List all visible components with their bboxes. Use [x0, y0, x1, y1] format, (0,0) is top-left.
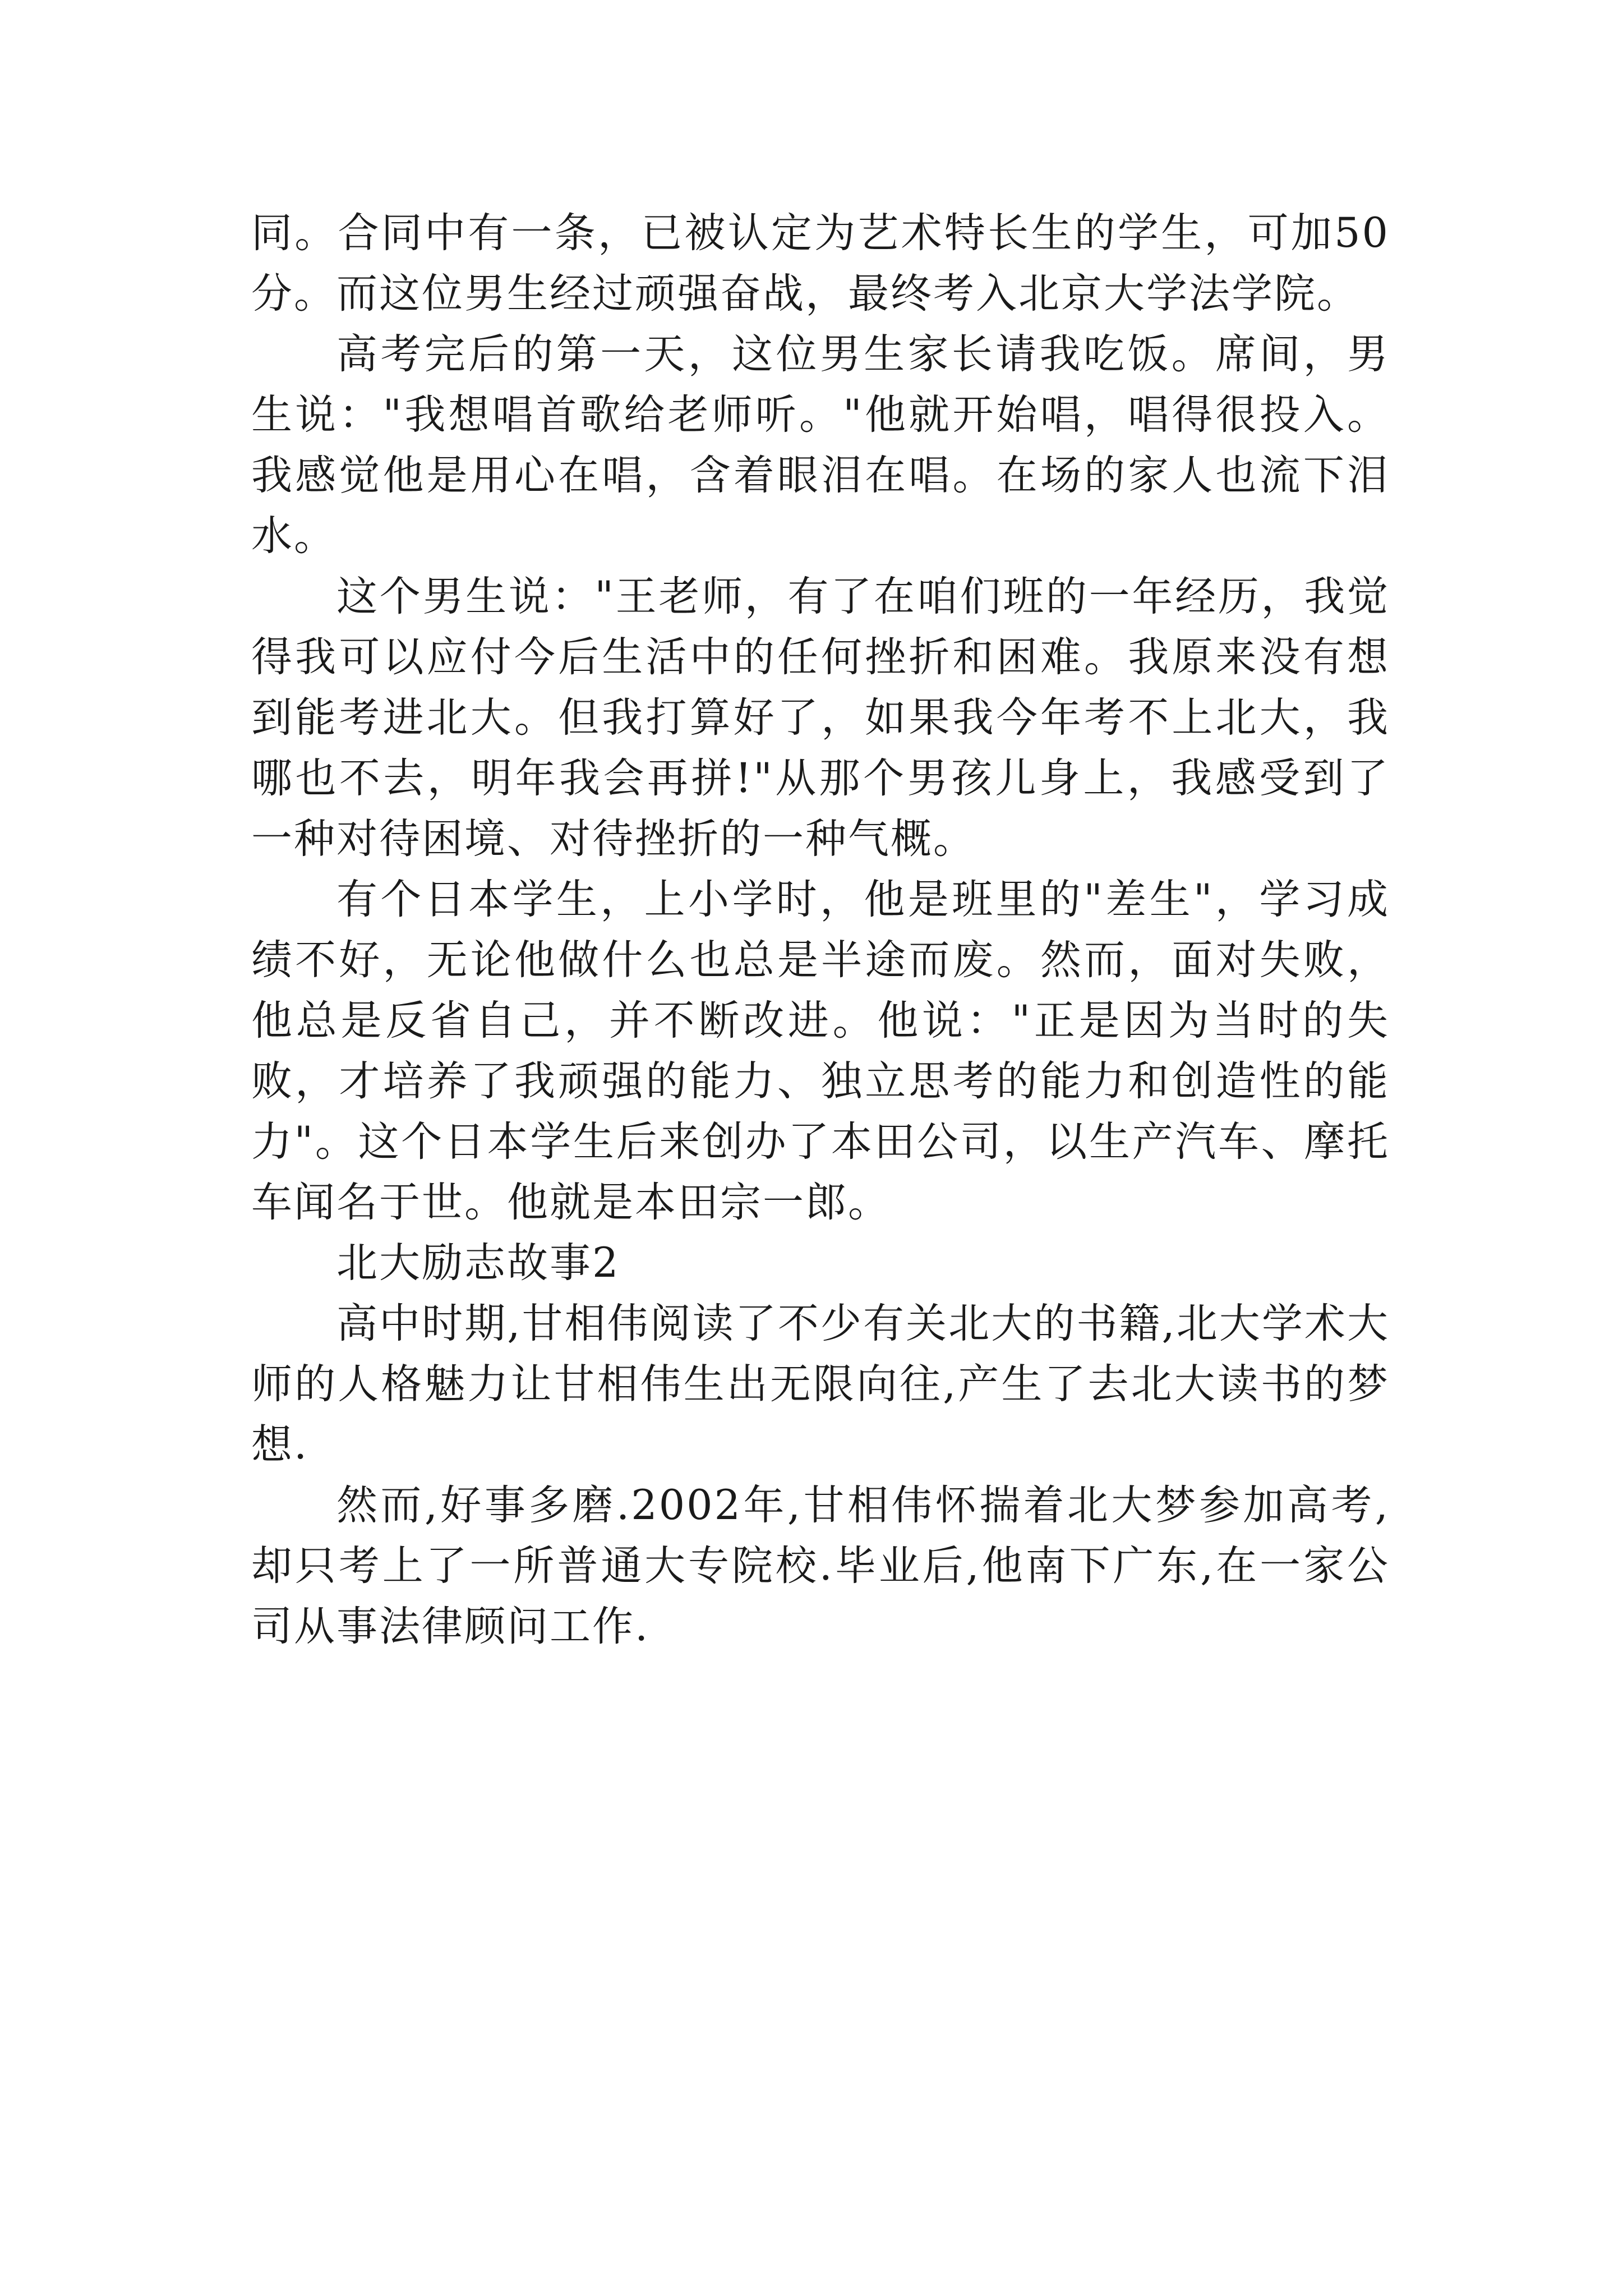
document-body — [251, 203, 1390, 1657]
paragraph-3: 这个男生说："王老师，有了在咱们班的一年经历，我觉得我可以应付今后生活中的任何挫折和困难。我原来没有想到能考进北大。但我打算好了，如果我今年考不上北大，我哪也不去，明年我会再拼!"从那个男孩儿身上，我感受到了一种对待困境、对待挫折的一种气概。 — [251, 573, 1390, 863]
section-heading: 北大励志故事2 — [336, 1239, 620, 1287]
paragraph-6: 然而,好事多磨.2002年,甘相伟怀揣着北大梦参加高考,却只考上了一所普通大专院校.毕业后,他南下广东,在一家公司从事法律顾问工作. — [251, 1481, 1390, 1650]
paragraph-1: 同。合同中有一条，已被认定为艺术特长生的学生，可加50分。而这位男生经过顽强奋战，最终考入北京大学法学院。 — [251, 209, 1390, 318]
paragraph-2: 高考完后的第一天，这位男生家长请我吃饭。席间，男生说："我想唱首歌给老师听。"他就开始唱，唱得很投入。我感觉他是用心在唱，含着眼泪在唱。在场的家人也流下泪水。 — [251, 330, 1390, 560]
paragraph-5: 高中时期,甘相伟阅读了不少有关北大的书籍,北大学术大师的人格魅力让甘相伟生出无限向往,产生了去北大读书的梦想. — [251, 1300, 1390, 1469]
paragraph-4: 有个日本学生，上小学时，他是班里的"差生"，学习成绩不好，无论他做什么也总是半途而废。然而，面对失败，他总是反省自己，并不断改进。他说："正是因为当时的失败，才培养了我顽强的能力、独立思考的能力和创造性的能力"。这个日本学生后来创办了本田公司，以生产汽车、摩托车闻名于世。他就是本田宗一郎。 — [251, 876, 1390, 1226]
